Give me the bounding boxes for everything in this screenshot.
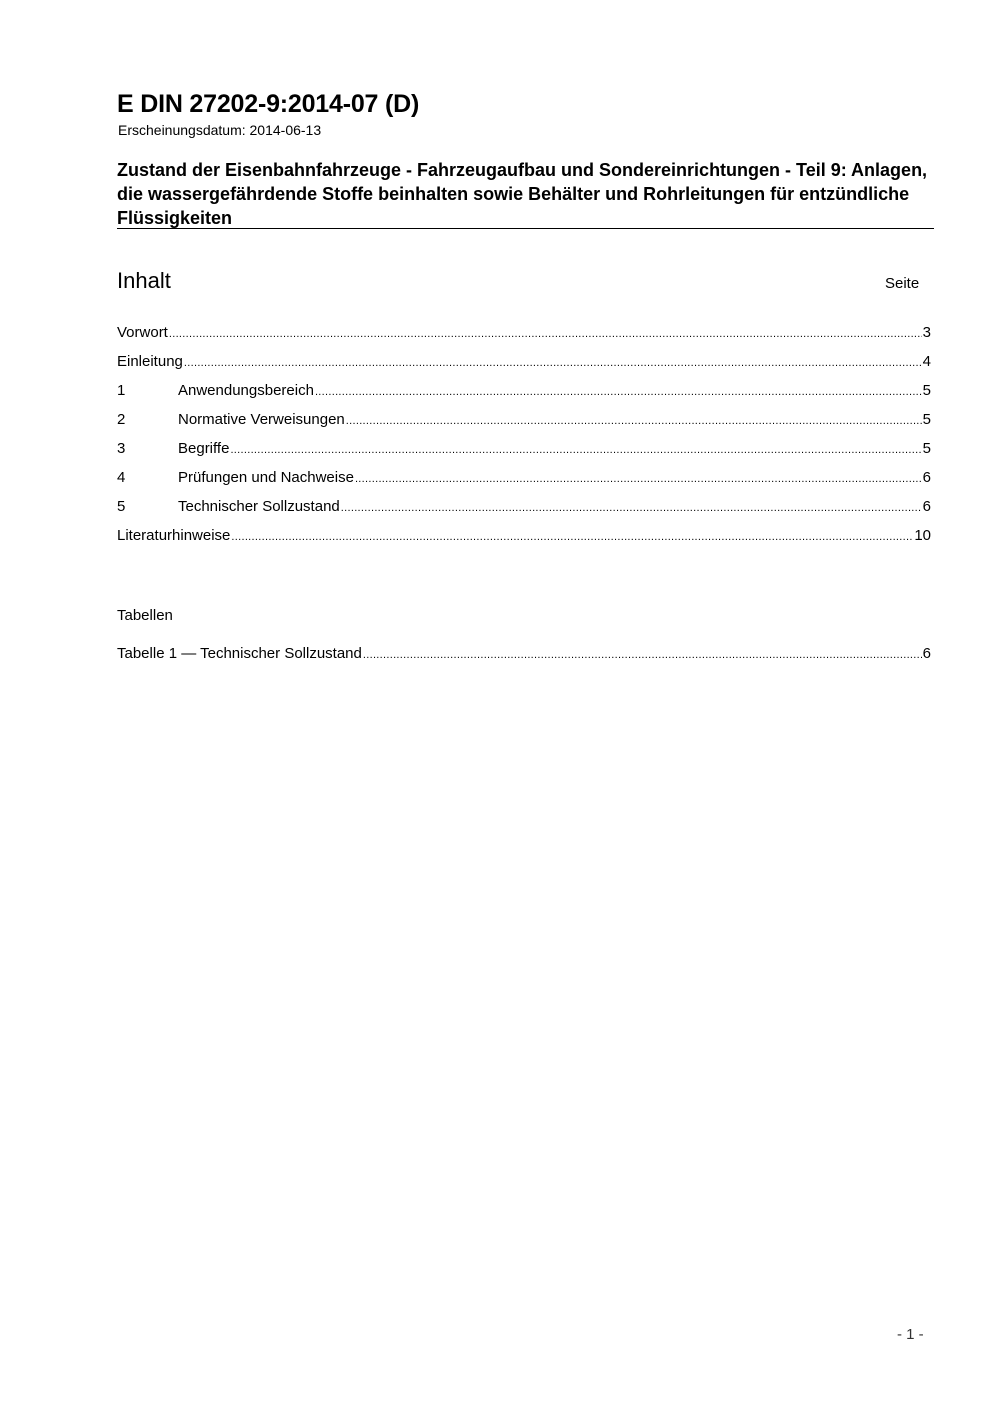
toc-entry-einleitung[interactable]: [117, 352, 931, 381]
toc-entry-label: Begriffe: [178, 440, 230, 457]
toc-dot-leader: [315, 382, 922, 402]
toc-entry-vorwort[interactable]: [117, 323, 931, 352]
document-id: E DIN 27202-9:2014-07 (D): [117, 90, 420, 118]
table-entry-label: Tabelle 1 — Technischer Sollzustand: [117, 645, 362, 662]
toc-entry-anwendungsbereich[interactable]: [117, 381, 931, 410]
toc-entry-begriffe[interactable]: [117, 439, 931, 468]
toc-entry-technischer-sollzustand[interactable]: [117, 497, 931, 526]
toc-entry-page: 10: [914, 527, 931, 544]
toc-heading: Inhalt: [117, 268, 171, 293]
document-title: Zustand der Eisenbahnfahrzeuge - Fahrzeugaufbau und Sondereinrichtungen - Teil 9: Anlagen, die wassergefährdende Stoffe beinhalten sowie Behälter und Rohrleitungen für entzündliche Flüssigkeiten: [117, 160, 928, 228]
list-of-tables: [117, 644, 931, 673]
toc-dot-leader: [341, 498, 922, 518]
toc-entry-label: Einleitung: [117, 353, 183, 370]
toc-entry-page: 6: [922, 469, 931, 486]
toc-entry-number: 1: [117, 382, 126, 399]
toc-dot-leader: [184, 353, 922, 373]
toc-entry-pruefungen[interactable]: [117, 468, 931, 497]
tables-heading: Tabellen: [117, 607, 173, 624]
toc-dot-leader: [363, 645, 922, 665]
toc-entry-label: Anwendungsbereich: [178, 382, 314, 399]
toc-entry-normative-verweisungen[interactable]: [117, 410, 931, 439]
table-entry-page: 6: [922, 645, 931, 662]
toc-dot-leader: [355, 469, 922, 489]
toc-entry-page: 5: [922, 440, 931, 457]
toc-entry-label: Literaturhinweise: [117, 527, 231, 544]
toc-entry-page: 5: [922, 411, 931, 428]
toc-page-column-label: Seite: [885, 275, 920, 292]
toc-entry-label: Normative Verweisungen: [178, 411, 345, 428]
toc-entry-number: 5: [117, 498, 126, 515]
toc-entry-literaturhinweise[interactable]: [117, 526, 931, 555]
publication-date: Erscheinungsdatum: 2014-06-13: [118, 122, 322, 138]
toc-entry-page: 3: [922, 324, 931, 341]
toc-dot-leader: [230, 440, 921, 460]
toc-entry-page: 6: [922, 498, 931, 515]
toc-entry-number: 4: [117, 469, 126, 486]
toc-dot-leader: [231, 527, 913, 547]
toc-dot-leader: [346, 411, 922, 431]
toc-entry-label: Vorwort: [117, 324, 168, 341]
table-entry-1[interactable]: [117, 644, 931, 673]
page-number: - 1 -: [897, 1326, 924, 1343]
toc-entry-number: 2: [117, 411, 126, 428]
toc-entry-page: 5: [922, 382, 931, 399]
toc-entry-number: 3: [117, 440, 126, 457]
table-of-contents: [117, 323, 931, 555]
toc-entry-label: Technischer Sollzustand: [178, 498, 340, 515]
toc-entry-label: Prüfungen und Nachweise: [178, 469, 354, 486]
toc-entry-page: 4: [922, 353, 931, 370]
toc-dot-leader: [169, 324, 922, 344]
title-divider: [117, 228, 934, 229]
